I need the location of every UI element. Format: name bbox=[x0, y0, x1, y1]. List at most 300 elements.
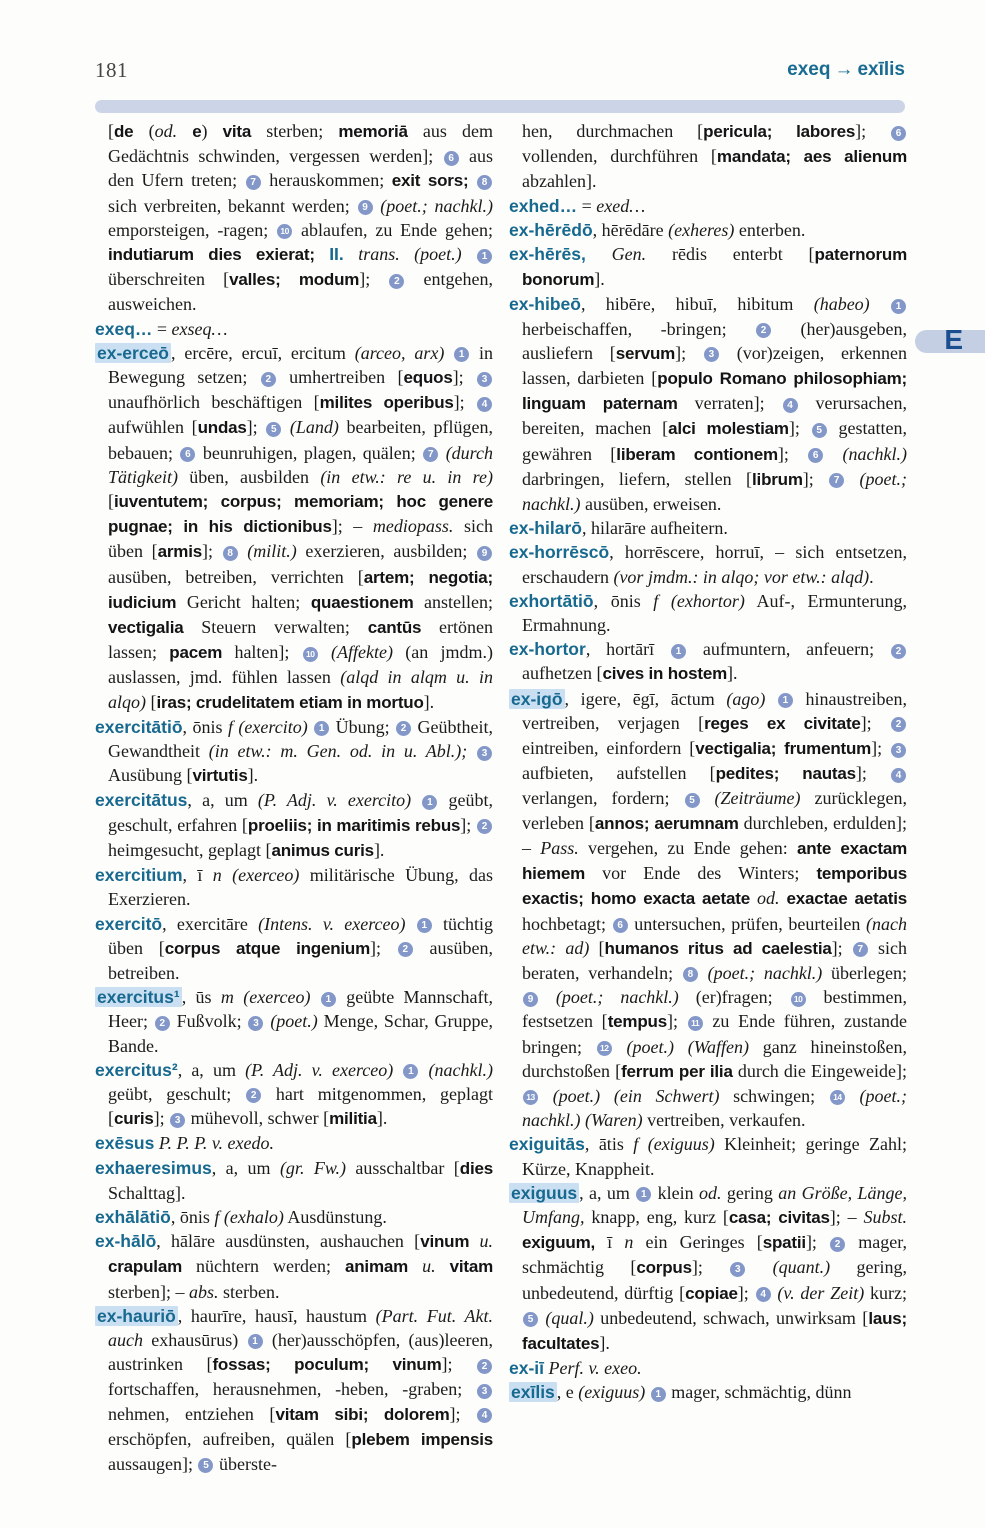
body-text bbox=[315, 244, 329, 264]
body-text: ]; bbox=[666, 1011, 687, 1032]
grammar-note: Subst. bbox=[863, 1206, 908, 1227]
body-text bbox=[462, 244, 476, 264]
latin-term: spatii bbox=[762, 1233, 806, 1253]
sense-number-badge: 2 bbox=[396, 721, 411, 736]
body-text: durchleben, erdulden]; – bbox=[522, 812, 907, 858]
body-text: Steuern verwalten; bbox=[183, 617, 368, 638]
sense-number-badge: 2 bbox=[389, 274, 404, 289]
latin-term: vectigalia bbox=[108, 618, 184, 638]
latin-term: memoriā bbox=[338, 122, 408, 141]
latin-term: tempus bbox=[607, 1012, 667, 1032]
sense-number-badge: 12 bbox=[597, 1041, 612, 1056]
body-text: gering, unbedeutend, dürftig [ bbox=[522, 1257, 907, 1303]
sense-number-badge: 3 bbox=[248, 1016, 263, 1031]
latin-term: iuventutem; corpus; memoriam; hoc genere pugnae; in his dictionibus bbox=[108, 492, 493, 537]
latin-term: equos bbox=[403, 368, 453, 388]
grammar-note: Pass. bbox=[540, 837, 579, 858]
body-text bbox=[444, 343, 453, 363]
dictionary-entry bbox=[509, 242, 907, 292]
body-text bbox=[539, 987, 556, 1007]
headword: exercitātiō bbox=[95, 716, 183, 737]
dictionary-entry bbox=[509, 516, 907, 540]
body-text: tüchtig üben [ bbox=[108, 913, 494, 958]
latin-term: corpus atque ingenium bbox=[164, 938, 371, 958]
sense-number-badge: 2 bbox=[398, 942, 413, 957]
sense-number-badge: 7 bbox=[246, 175, 261, 190]
body-text bbox=[408, 1256, 422, 1276]
sense-number-badge: 2 bbox=[891, 717, 906, 732]
latin-term: valles; modum bbox=[229, 270, 360, 290]
grammar-note: n (exerceo) bbox=[212, 865, 300, 886]
body-text: , ōnis bbox=[593, 590, 654, 611]
sense-number-badge: 1 bbox=[248, 1334, 263, 1349]
body-text: ]; bbox=[246, 417, 266, 438]
body-text: ]; bbox=[449, 1403, 476, 1424]
body-text: , hibēre, hibuī, hibitum bbox=[580, 294, 814, 315]
body-text: hart mitgenommen, geplagt [ bbox=[108, 1083, 493, 1129]
body-text bbox=[308, 717, 313, 737]
headword: exhaeresimus bbox=[95, 1157, 212, 1178]
latin-term: iras; crudelitatem etiam in mortuo bbox=[156, 692, 424, 712]
body-text: anstellen; bbox=[413, 591, 493, 612]
body-text: Schalttag]. bbox=[108, 1182, 186, 1203]
body-text bbox=[393, 1060, 402, 1080]
latin-term: armis bbox=[157, 542, 202, 562]
dictionary-entry bbox=[509, 194, 907, 218]
body-text: geübt, geschult; bbox=[108, 1083, 246, 1104]
sense-number-badge: 1 bbox=[636, 1187, 651, 1202]
body-text: ]; bbox=[675, 342, 703, 363]
sense-number-badge: 10 bbox=[303, 647, 318, 662]
body-text: , ūs bbox=[181, 987, 221, 1008]
thumb-index-tab bbox=[915, 324, 985, 355]
body-text: verlangen, fordern; bbox=[522, 788, 684, 809]
headword-highlighted: exiguus bbox=[511, 1182, 578, 1203]
body-text: enterben. bbox=[734, 219, 806, 240]
grammar-note: P. P. P. v. exedo. bbox=[158, 1133, 275, 1154]
body-text: , horrēscere, horruī, – sich entsetzen, erschaudern bbox=[522, 542, 907, 587]
grammar-note: abs. bbox=[188, 1281, 219, 1302]
body-text: , hortārī bbox=[585, 639, 670, 660]
body-text: unbedeutend, schwach, unwirksam [ bbox=[593, 1307, 869, 1328]
right-column bbox=[509, 119, 907, 1476]
latin-term: de bbox=[114, 122, 134, 141]
body-text bbox=[282, 417, 290, 437]
guide-words bbox=[787, 59, 905, 81]
sense-number-badge: 8 bbox=[683, 967, 698, 982]
sense-number-badge: 1 bbox=[403, 1064, 418, 1079]
body-text: , ōnis bbox=[170, 1206, 215, 1227]
body-text: aufhetzen [ bbox=[522, 663, 603, 684]
headword-highlighted: exercitus¹ bbox=[97, 987, 180, 1008]
body-text bbox=[539, 1086, 553, 1106]
body-text bbox=[419, 1060, 428, 1080]
latin-term: librum bbox=[752, 469, 803, 489]
sense-number-badge: 3 bbox=[704, 347, 719, 362]
body-text: mager, schmächtig, dünn bbox=[666, 1382, 852, 1403]
grammar-note: Perf. v. exeo. bbox=[548, 1358, 642, 1379]
latin-term: dies bbox=[459, 1158, 493, 1178]
headword: ex-hērēs, bbox=[509, 244, 586, 265]
body-text: ertönen lassen; bbox=[108, 617, 493, 663]
latin-term: militia bbox=[329, 1109, 377, 1129]
sense-number-badge: 13 bbox=[523, 1090, 538, 1105]
sense-number-badge: 6 bbox=[180, 447, 195, 462]
body-text: klein bbox=[652, 1182, 700, 1203]
latin-term: virtutis bbox=[192, 766, 248, 786]
guide-word-to: exīlis bbox=[857, 59, 905, 80]
latin-term: fossas; poculum; vinum bbox=[212, 1355, 442, 1375]
body-text bbox=[319, 642, 331, 662]
body-text bbox=[239, 541, 248, 561]
sense-number-badge: 6 bbox=[444, 151, 459, 166]
latin-term: liberam contionem bbox=[616, 444, 778, 464]
grammar-note: f (exercito) bbox=[227, 716, 308, 737]
grammar-note: u. bbox=[422, 1256, 436, 1277]
latin-term: exiguum, bbox=[522, 1233, 596, 1253]
body-text: sterben]; – bbox=[108, 1281, 189, 1302]
body-text: überste- bbox=[214, 1453, 277, 1474]
body-text: vor Ende des Winters; bbox=[585, 863, 817, 884]
body-text: , ī bbox=[182, 865, 213, 886]
body-text bbox=[613, 1037, 627, 1057]
text-columns bbox=[95, 119, 907, 1476]
grammar-note: (arceo, arx) bbox=[354, 342, 445, 363]
body-text: gering bbox=[721, 1182, 779, 1203]
body-text: ]. bbox=[423, 691, 435, 712]
body-text: Auf-, Ermunterung, Ermahnung. bbox=[522, 590, 908, 636]
latin-term: populo Romano philosophiam; linguam paternam bbox=[522, 369, 907, 414]
sense-number-badge: 6 bbox=[613, 918, 628, 933]
grammar-note: (Affekte) bbox=[330, 642, 393, 663]
body-text bbox=[411, 790, 421, 810]
sense-number-badge: 2 bbox=[246, 1088, 261, 1103]
sense-number-badge: 2 bbox=[155, 1016, 170, 1031]
sense-number-badge: 10 bbox=[277, 224, 292, 239]
sense-number-badge: 4 bbox=[477, 397, 492, 412]
latin-term: reges ex civitate bbox=[704, 713, 861, 733]
grammar-note: exseq… bbox=[171, 318, 228, 339]
headword: exercitium bbox=[95, 865, 183, 886]
latin-term: annos; aerumnam bbox=[594, 813, 739, 833]
body-text: Fußvolk; bbox=[170, 1011, 248, 1032]
grammar-note: (nachkl.) bbox=[428, 1059, 493, 1080]
sense-number-badge: 2 bbox=[261, 372, 276, 387]
body-text: , hālāre ausdünsten, aushauchen [ bbox=[156, 1231, 421, 1252]
grammar-note: (Land) bbox=[289, 417, 339, 438]
latin-term: vita bbox=[222, 122, 252, 141]
body-text: , e bbox=[556, 1382, 579, 1403]
body-text: verraten]; bbox=[677, 393, 782, 414]
body-text: ]; bbox=[802, 468, 829, 489]
body-text: , ercēre, ercuī, ercitum bbox=[171, 342, 355, 363]
grammar-note: (exheres) bbox=[668, 219, 735, 240]
grammar-note: (in etw.: m. Gen. od. in u. Abl.); bbox=[208, 741, 468, 762]
headword-highlighted: ex-hauriō bbox=[97, 1305, 176, 1326]
latin-term: undas bbox=[197, 418, 247, 438]
grammar-note: (in etw.: re u. in re) bbox=[320, 466, 493, 487]
body-text: ausüben, betreiben, verrichten [ bbox=[108, 566, 364, 587]
body-text: , hērēdāre bbox=[592, 219, 669, 240]
sense-number-badge: 5 bbox=[685, 793, 700, 808]
dictionary-entry bbox=[509, 292, 907, 516]
body-text: umhertreiben [ bbox=[276, 367, 404, 388]
latin-term: cives in hostem bbox=[602, 664, 728, 684]
body-text: ) bbox=[201, 121, 223, 141]
body-text: exhausūrus) bbox=[143, 1329, 247, 1350]
body-text: (vor)zeigen, erkennen lassen, darbieten [ bbox=[522, 342, 907, 389]
grammar-note: (exiguus) bbox=[578, 1382, 646, 1403]
body-text: Menge, Schar, Gruppe, Bande. bbox=[108, 1011, 494, 1056]
body-text: knapp, eng, kurz [ bbox=[584, 1206, 729, 1227]
body-text: ]. bbox=[727, 663, 738, 684]
body-text: ausüben, betreiben. bbox=[108, 937, 494, 983]
body-text: , exercitāre bbox=[162, 913, 259, 934]
latin-term: animus curis bbox=[271, 840, 374, 860]
headword: exiguitās bbox=[509, 1134, 585, 1155]
body-text: sterben. bbox=[218, 1281, 280, 1302]
sense-number-badge: 2 bbox=[756, 323, 771, 338]
latin-term: milites operibus bbox=[319, 393, 454, 413]
sense-number-badge: 3 bbox=[477, 746, 492, 761]
body-text bbox=[344, 244, 358, 264]
body-text bbox=[701, 788, 715, 808]
body-text: abzahlen]. bbox=[522, 171, 597, 192]
body-text: hinaustreiben, vertreiben, verjagen [ bbox=[522, 688, 907, 733]
headword: ex-hibeō bbox=[509, 294, 581, 315]
latin-term: quaestionem bbox=[310, 592, 414, 612]
grammar-note: (milit.) bbox=[247, 541, 297, 562]
body-text: sich verbreiten, bekannt werden; bbox=[108, 195, 357, 216]
sense-number-badge: 3 bbox=[730, 1262, 745, 1277]
sense-number-badge: 10 bbox=[791, 992, 806, 1007]
grammar-note: (alqd in alqm u. in alqo) bbox=[108, 667, 493, 712]
body-text: Kleinheit; geringe Zahl; Kürze, Knappheit. bbox=[522, 1134, 907, 1179]
latin-term: alci molestiam bbox=[668, 419, 789, 439]
body-text bbox=[746, 1257, 772, 1277]
latin-term: ante exactam hiemem bbox=[522, 838, 908, 884]
body-text: , ōnis bbox=[182, 716, 228, 737]
body-text: , ātis bbox=[584, 1134, 634, 1155]
sense-number-badge: 8 bbox=[223, 546, 238, 561]
body-text: ausüben, erweisen. bbox=[580, 494, 722, 515]
sense-number-badge: 1 bbox=[417, 918, 432, 933]
body-text: heimgesucht, geplagt [ bbox=[108, 839, 272, 860]
body-text bbox=[870, 294, 890, 314]
body-text: ]. bbox=[376, 1108, 388, 1129]
grammar-note: (v. der Zeit) bbox=[777, 1282, 865, 1303]
body-text: ]; bbox=[871, 738, 890, 759]
body-text: hen, durchmachen [ bbox=[522, 121, 704, 141]
headword: ex-hortor bbox=[509, 639, 586, 660]
body-text: Ausübung [ bbox=[108, 765, 193, 786]
dictionary-entry bbox=[95, 788, 493, 863]
sense-number-badge: 5 bbox=[523, 1312, 538, 1327]
body-text: eintreiben, einfordern [ bbox=[522, 738, 696, 759]
grammar-note: mediopass. bbox=[372, 516, 454, 537]
grammar-note: (Zeiträume) bbox=[714, 788, 801, 809]
body-text: zu Ende führen, zustande bringen; bbox=[522, 1011, 907, 1057]
body-text: ]; – bbox=[331, 516, 373, 537]
body-text: , igere, ēgī, āctum bbox=[564, 688, 727, 709]
grammar-note: f (exiguus) bbox=[633, 1134, 715, 1155]
body-text: mühevoll, schwer [ bbox=[186, 1108, 330, 1129]
grammar-note: f (exhortor) bbox=[653, 590, 745, 611]
latin-term: artem; negotia; iudicium bbox=[108, 567, 493, 612]
body-text: aussaugen]; bbox=[108, 1453, 198, 1474]
dictionary-entry bbox=[509, 687, 907, 1133]
body-text bbox=[699, 963, 708, 983]
body-text: (an jmdm.) auslassen, jmd. fühlen lassen bbox=[108, 642, 493, 688]
headword: exercitātus bbox=[95, 790, 188, 811]
body-text bbox=[780, 888, 787, 908]
sense-number-badge: 5 bbox=[198, 1458, 213, 1473]
dictionary-entry bbox=[509, 589, 907, 637]
body-text: kurz; bbox=[864, 1282, 908, 1303]
sense-number-badge: 2 bbox=[477, 819, 492, 834]
body-text: ausschaltbar [ bbox=[346, 1157, 460, 1178]
latin-term: plebem impensis bbox=[351, 1429, 493, 1449]
headword-highlighted: exīlis bbox=[511, 1382, 555, 1403]
body-text bbox=[845, 469, 859, 489]
body-text: beunruhigen, plagen, quälen; bbox=[196, 442, 423, 463]
sense-number-badge: 9 bbox=[523, 992, 538, 1007]
body-text: zurücklegen, verleben [ bbox=[522, 788, 907, 833]
latin-term: e bbox=[192, 122, 202, 141]
body-text: ī bbox=[595, 1232, 625, 1253]
body-text: fortschaffen, herausnehmen, -heben, -graben; bbox=[108, 1379, 476, 1400]
body-text: aufmuntern, anfeuern; bbox=[687, 639, 890, 660]
grammar-note: (nach etw.: ad) bbox=[522, 913, 907, 958]
body-text: [ bbox=[108, 121, 114, 141]
body-text: ]; bbox=[788, 418, 811, 439]
sense-number-badge: 1 bbox=[651, 1387, 666, 1402]
body-text: hochbetagt; bbox=[522, 913, 612, 934]
grammar-note: (poet.; nachkl.) bbox=[555, 987, 679, 1008]
body-text: , a, um bbox=[579, 1182, 636, 1203]
sense-number-badge: 6 bbox=[891, 126, 906, 141]
dictionary-entry bbox=[95, 317, 493, 341]
body-text: ]; bbox=[359, 269, 389, 290]
dictionary-entry bbox=[509, 540, 907, 588]
sense-number-badge: 7 bbox=[423, 447, 438, 462]
body-text bbox=[469, 1231, 479, 1251]
dictionary-entry bbox=[95, 1229, 493, 1304]
body-text: (her)ausgeben, ausliefern [ bbox=[522, 318, 907, 363]
dictionary-entry bbox=[509, 1181, 907, 1356]
body-text: erschöpfen, aufreiben, quälen [ bbox=[108, 1428, 352, 1449]
sense-number-badge: 1 bbox=[314, 721, 329, 736]
roman-numeral: II. bbox=[329, 244, 344, 265]
headword: ex-horrēscō bbox=[509, 542, 610, 563]
dictionary-entry bbox=[95, 1205, 493, 1229]
body-text: darbringen, liefern, stellen [ bbox=[522, 468, 753, 489]
body-text: [ bbox=[108, 491, 114, 512]
body-text: vollenden, durchführen [ bbox=[522, 146, 717, 167]
body-text: ]; bbox=[777, 443, 808, 464]
grammar-note: (P. Adj. v. exerceo) bbox=[245, 1059, 394, 1080]
latin-term: ferrum per ilia bbox=[621, 1061, 733, 1081]
sense-number-badge: 14 bbox=[830, 1090, 845, 1105]
grammar-note: od. bbox=[699, 1182, 722, 1203]
body-text: [ bbox=[146, 691, 157, 712]
latin-term: pedites; nautas bbox=[715, 764, 856, 784]
body-text: ]; – bbox=[829, 1206, 864, 1227]
body-text: ]. bbox=[247, 765, 259, 786]
body-text: ]; bbox=[860, 712, 891, 733]
sense-number-badge: 3 bbox=[477, 1384, 492, 1399]
headword: exhālātiō bbox=[95, 1206, 171, 1227]
latin-term: humanos ritus ad caelestia bbox=[604, 938, 832, 958]
body-text: ganz hineinstoßen, durchstoßen [ bbox=[522, 1036, 907, 1081]
headword: exhed… bbox=[509, 195, 578, 216]
body-text: sich beraten, verhandeln; bbox=[522, 937, 908, 983]
dictionary-entry bbox=[509, 1380, 907, 1404]
body-text bbox=[468, 170, 476, 190]
body-text: ]. bbox=[599, 1332, 610, 1353]
body-text: ein Geringes [ bbox=[633, 1232, 763, 1253]
sense-number-badge: 3 bbox=[477, 372, 492, 387]
latin-term: pacem bbox=[169, 643, 223, 663]
grammar-note: (poet.) (ein Schwert) bbox=[552, 1085, 720, 1106]
latin-term: copiae bbox=[685, 1283, 738, 1303]
sense-number-badge: 7 bbox=[829, 473, 844, 488]
latin-term: vectigalia; frumentum bbox=[695, 739, 872, 759]
dictionary-entry bbox=[95, 863, 493, 911]
body-text: militärische Übung, das Exerzieren. bbox=[108, 865, 493, 910]
body-text: ]; bbox=[855, 121, 891, 141]
body-text: ]. bbox=[594, 269, 605, 290]
body-text: unaufhörlich beschäftigen [ bbox=[108, 392, 320, 413]
body-text: verursachen, bereiten, machen [ bbox=[522, 393, 907, 439]
sense-number-badge: 1 bbox=[454, 347, 469, 362]
latin-term: crapulam bbox=[108, 1257, 182, 1277]
latin-term: paternorum bonorum bbox=[522, 245, 908, 290]
dictionary-entry bbox=[509, 1132, 907, 1180]
body-text: mager, schmächtig [ bbox=[522, 1232, 907, 1278]
grammar-note: m (exerceo) bbox=[220, 987, 311, 1008]
body-text: entgehen, ausweichen. bbox=[108, 269, 493, 315]
dictionary-entry bbox=[509, 1356, 907, 1380]
body-text bbox=[177, 121, 192, 141]
body-text: = bbox=[577, 195, 597, 216]
grammar-note: (gr. Fw.) bbox=[279, 1157, 346, 1178]
body-text: ]; bbox=[805, 1232, 830, 1253]
grammar-note: od. bbox=[154, 121, 178, 141]
body-text: durch die Eingeweide]; bbox=[732, 1060, 907, 1081]
body-text: ablaufen, zu Ende gehen; bbox=[293, 219, 493, 240]
headword: exercitō bbox=[95, 913, 163, 934]
sense-number-badge: 8 bbox=[477, 175, 492, 190]
body-text: sich üben [ bbox=[108, 516, 493, 562]
body-text bbox=[750, 888, 757, 908]
dictionary-entry bbox=[95, 341, 493, 715]
sense-number-badge: 1 bbox=[422, 795, 437, 810]
guide-word-from: exeq bbox=[787, 59, 831, 80]
dictionary-entry bbox=[509, 637, 907, 686]
grammar-note: f (exhalo) bbox=[214, 1206, 284, 1227]
body-text bbox=[586, 244, 612, 264]
sense-number-badge: 3 bbox=[891, 743, 906, 758]
sense-number-badge: 11 bbox=[688, 1016, 703, 1031]
grammar-note: trans. (poet.) bbox=[358, 244, 462, 265]
headword-highlighted: ex-igō bbox=[511, 688, 563, 709]
body-text: aufwühlen [ bbox=[108, 417, 198, 438]
body-text: herauskommen; bbox=[261, 170, 392, 191]
sense-number-badge: 1 bbox=[891, 299, 906, 314]
body-text: überschreiten [ bbox=[108, 269, 230, 290]
body-text: nehmen, entziehen [ bbox=[108, 1403, 276, 1424]
